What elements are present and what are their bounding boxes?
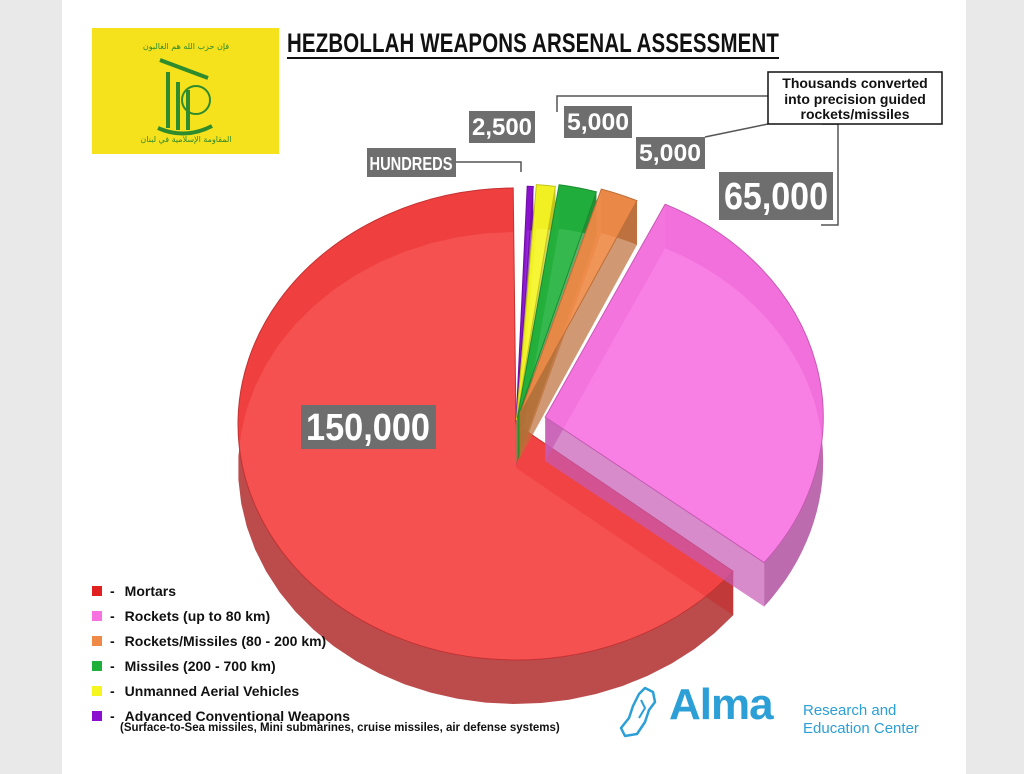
precision-annotation <box>768 72 942 124</box>
legend-dash: - <box>110 707 115 724</box>
data-label-hundreds: HUNDREDS <box>369 154 453 174</box>
annotation-line-1: Thousands converted <box>782 75 928 91</box>
legend-item-mortars <box>92 578 652 603</box>
alma-subtitle <box>803 702 919 738</box>
annotation-line-2: into precision guided <box>784 91 926 107</box>
leader-hundreds <box>456 162 521 172</box>
data-label-65000: 65,000 <box>724 176 828 218</box>
alma-subtitle-line-1: Research and <box>803 702 897 719</box>
legend-dash: - <box>110 632 115 649</box>
legend-swatch-rockets-missiles <box>92 636 102 646</box>
data-label-5000-green: 5,000 <box>567 109 629 136</box>
chart-title: HEZBOLLAH WEAPONS ARSENAL ASSESSMENT <box>287 28 780 58</box>
legend-dash: - <box>110 682 115 699</box>
legend-label-advanced: Advanced Conventional Weapons <box>124 707 351 724</box>
annotation-line-3: rockets/missiles <box>800 106 910 122</box>
legend-item-rockets <box>92 603 652 628</box>
legend-sub-note: (Surface-to-Sea missiles, Mini submarines, cruise missiles, air defense systems) <box>120 722 560 734</box>
legend-item-uav <box>92 678 652 703</box>
alma-wordmark: Alma <box>669 680 773 729</box>
legend-dash: - <box>110 582 115 599</box>
legend-label-rockets-missiles: Rockets/Missiles (80 - 200 km) <box>124 632 327 649</box>
legend-swatch-missiles <box>92 661 102 671</box>
alma-logo <box>615 680 955 744</box>
legend-swatch-uav <box>92 686 102 696</box>
alma-subtitle-line-2: Education Center <box>803 720 919 737</box>
leader-5000-orange <box>705 124 768 137</box>
data-label-150000: 150,000 <box>306 407 430 449</box>
legend-dash: - <box>110 607 115 624</box>
lebanon-map-icon <box>615 684 667 738</box>
legend-label-mortars: Mortars <box>124 582 177 599</box>
legend-item-missiles <box>92 653 652 678</box>
legend-swatch-rockets <box>92 611 102 621</box>
data-label-2500: 2,500 <box>472 114 532 141</box>
flag-arabic-bottom: المقاومة الإسلامية في لبنان <box>140 135 232 144</box>
legend-label-rockets: Rockets (up to 80 km) <box>124 607 271 624</box>
legend-swatch-mortars <box>92 586 102 596</box>
data-label-5000-orange: 5,000 <box>639 140 701 167</box>
flag-arabic-top: فإن حزب الله هم الغالبون <box>142 42 230 51</box>
legend-label-uav: Unmanned Aerial Vehicles <box>124 682 300 699</box>
chart-legend <box>92 578 652 734</box>
legend-swatch-advanced <box>92 711 102 721</box>
hezbollah-flag <box>92 28 279 154</box>
legend-label-missiles: Missiles (200 - 700 km) <box>124 657 276 674</box>
legend-item-rockets-missiles <box>92 628 652 653</box>
legend-dash: - <box>110 657 115 674</box>
